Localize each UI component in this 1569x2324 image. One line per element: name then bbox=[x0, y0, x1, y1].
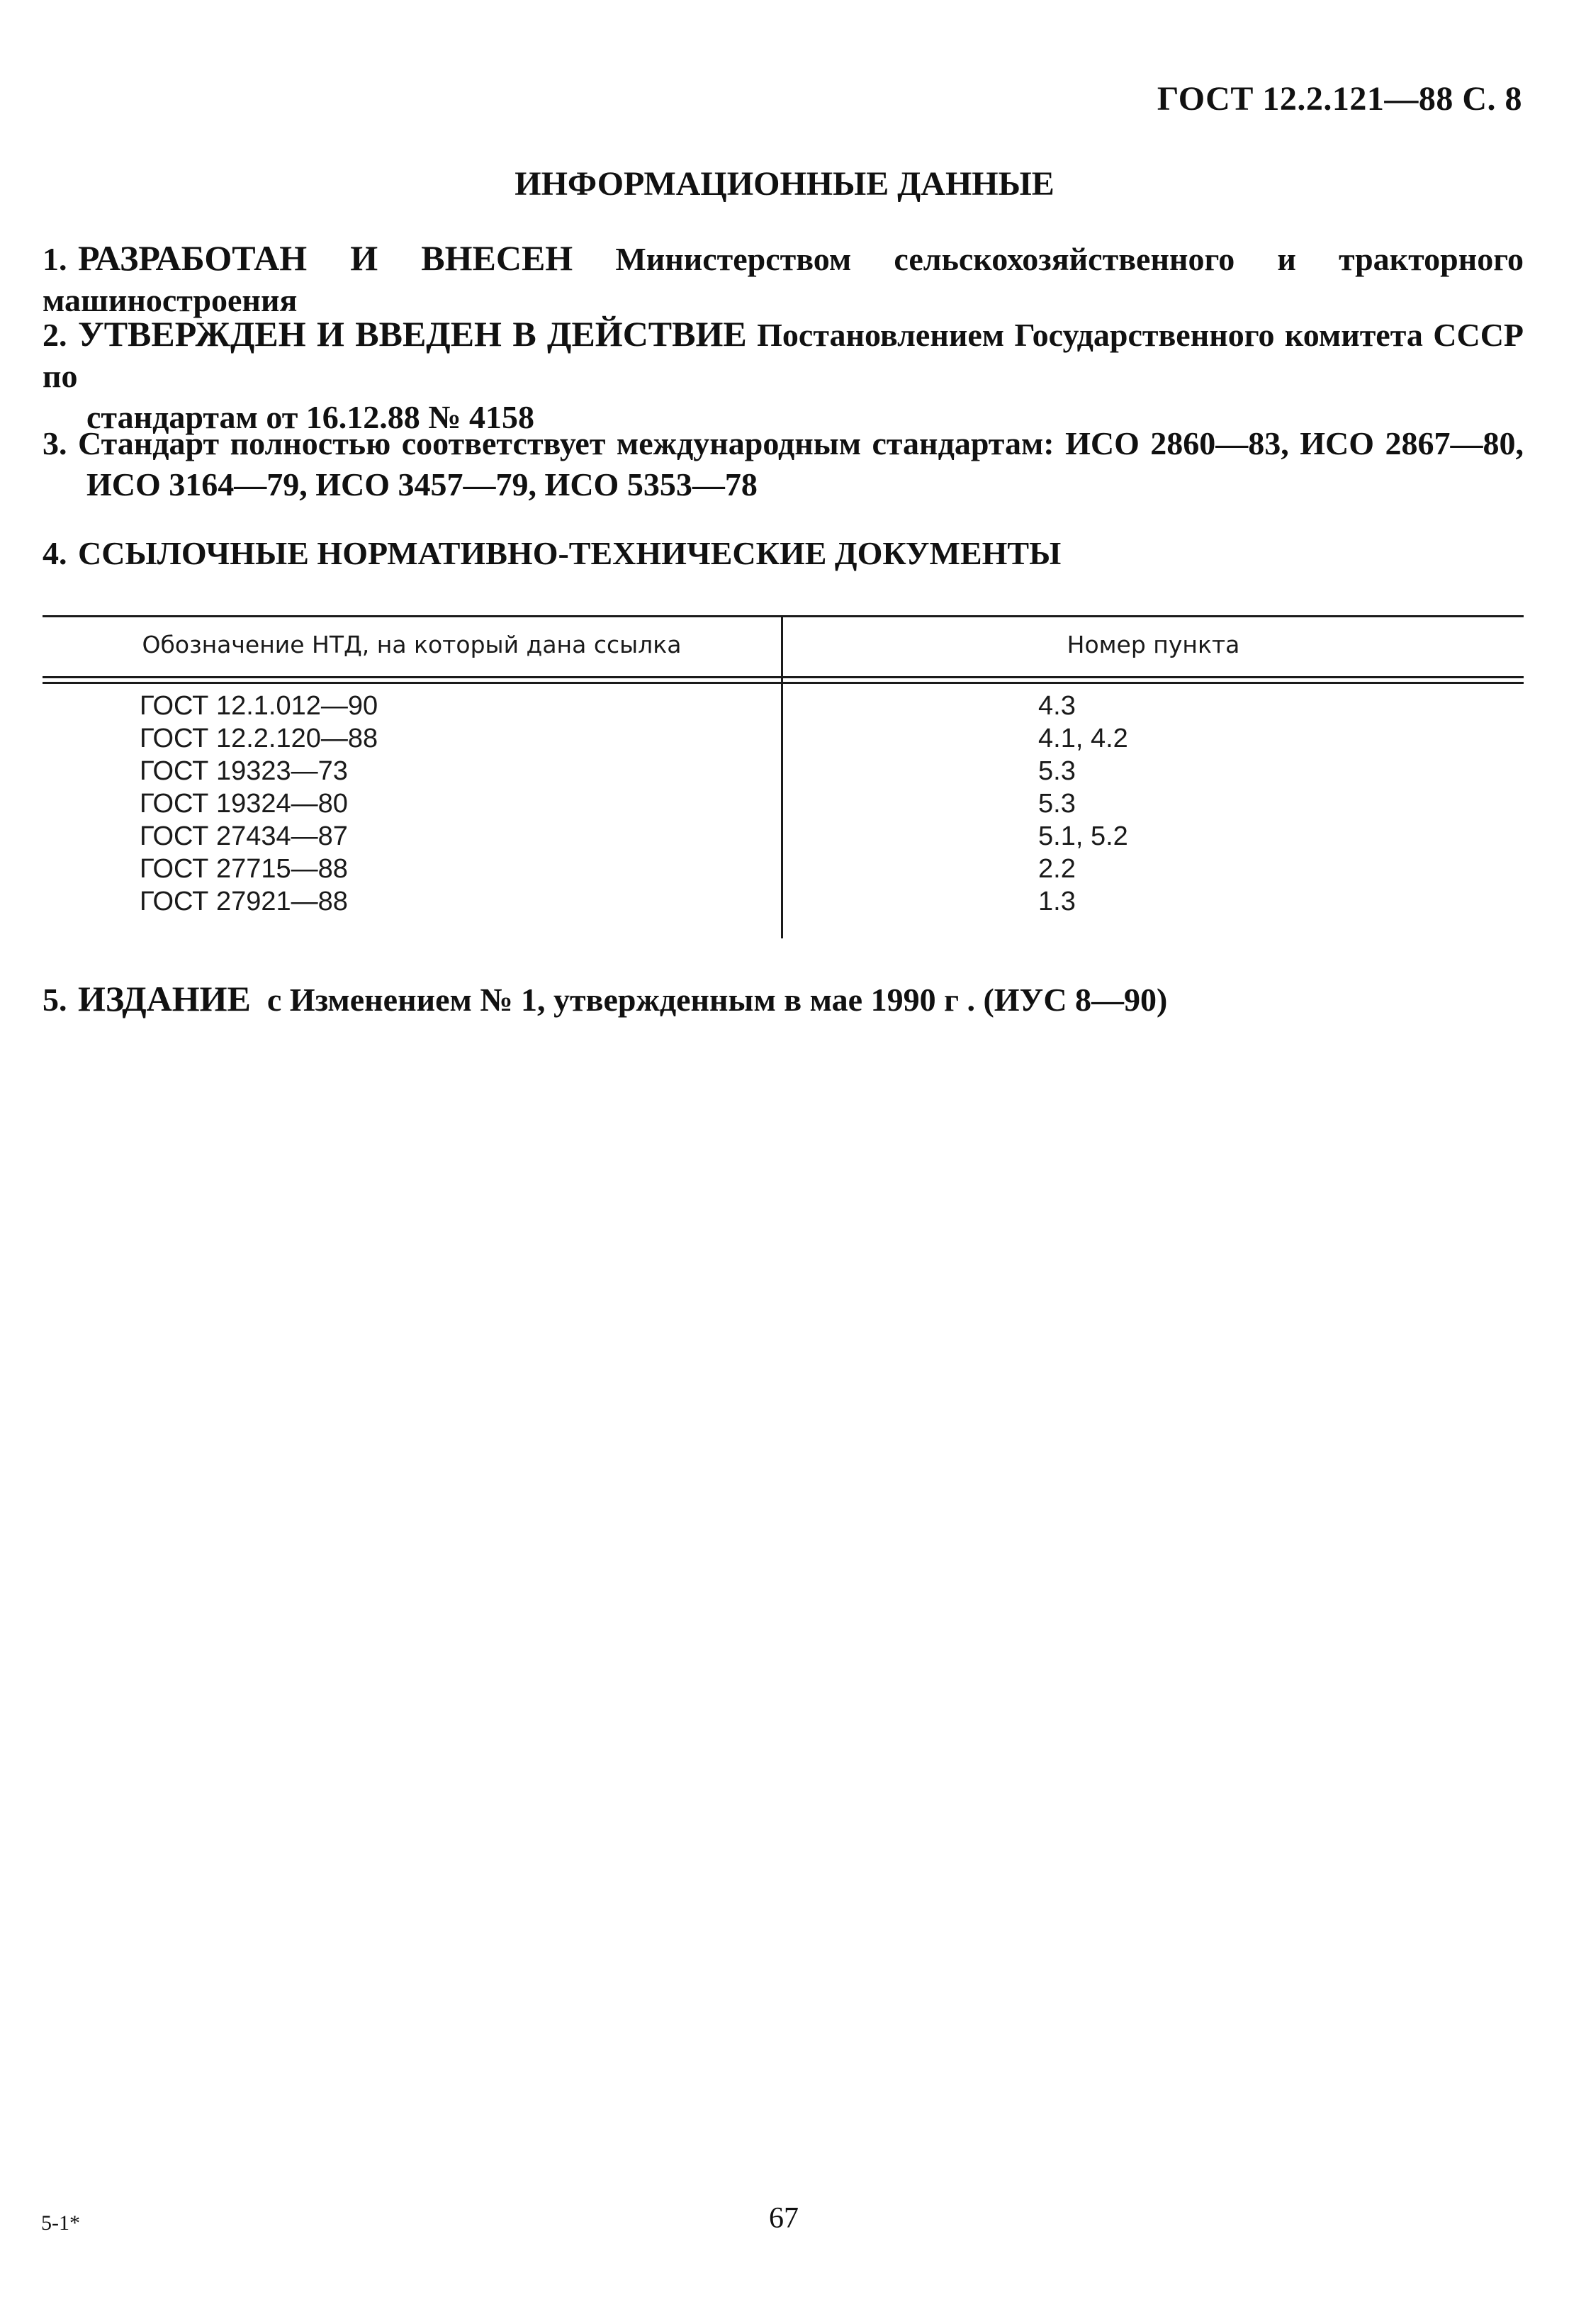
table-cell-clause: 5.3 bbox=[1038, 756, 1076, 786]
document-designation: ГОСТ 12.2.121—88 С. 8 bbox=[1157, 80, 1522, 118]
table-cell-clause: 1.3 bbox=[1038, 887, 1076, 916]
item-line bbox=[43, 533, 1524, 574]
table-cell-reference: ГОСТ 19323—73 bbox=[140, 756, 348, 786]
table-cell-clause: 5.1, 5.2 bbox=[1038, 821, 1128, 851]
table-header-rule bbox=[43, 676, 1524, 678]
item-lead: УТВЕРЖДЕН И ВВЕДЕН В ДЕЙСТВИЕ bbox=[78, 314, 747, 354]
item-line bbox=[43, 313, 1524, 397]
item-continuation: ИСО 3164—79, ИСО 3457—79, ИСО 5353—78 bbox=[86, 466, 758, 503]
table-cell-reference: ГОСТ 27921—88 bbox=[140, 887, 348, 916]
item-line bbox=[43, 237, 1524, 321]
item-lead: РАЗРАБОТАН И ВНЕСЕН bbox=[78, 238, 573, 278]
table-cell-reference: ГОСТ 27715—88 bbox=[140, 854, 348, 884]
table-cell-reference: ГОСТ 19324—80 bbox=[140, 789, 348, 819]
table-row bbox=[43, 722, 1524, 755]
table-cell-reference: ГОСТ 12.2.120—88 bbox=[140, 724, 378, 753]
item-number: 5. bbox=[43, 982, 67, 1018]
table-row bbox=[43, 820, 1524, 853]
page-number: 67 bbox=[769, 2202, 799, 2235]
item-number: 2. bbox=[43, 317, 67, 353]
table-cell-clause: 4.1, 4.2 bbox=[1038, 724, 1128, 753]
table-header-reference: Обозначение НТД, на который дана ссылка bbox=[142, 631, 682, 658]
item-text: с Изменением № 1, утвержденным в мае 1990 г . (ИУС 8—90) bbox=[266, 982, 1168, 1018]
table-top-rule bbox=[43, 615, 1524, 617]
table-header-clause: Номер пункта bbox=[1067, 631, 1240, 658]
table-cell-clause: 4.3 bbox=[1038, 691, 1076, 721]
item-line bbox=[43, 978, 1524, 1021]
item-lead: ССЫЛОЧНЫЕ НОРМАТИВНО-ТЕХНИЧЕСКИЕ ДОКУМЕНТЫ bbox=[78, 535, 1062, 571]
sheet-mark: 5-1* bbox=[41, 2211, 80, 2235]
table-row bbox=[43, 853, 1524, 885]
table-body bbox=[43, 690, 1524, 918]
item-number: 4. bbox=[43, 535, 67, 571]
table-row bbox=[43, 787, 1524, 820]
item-number: 1. bbox=[43, 241, 67, 277]
table-cell-reference: ГОСТ 12.1.012—90 bbox=[140, 691, 378, 721]
item-line bbox=[43, 423, 1524, 464]
item-number: 3. bbox=[43, 425, 67, 461]
item-developed-by bbox=[43, 237, 1524, 321]
section-title: ИНФОРМАЦИОННЫЕ ДАННЫЕ bbox=[514, 165, 1055, 203]
table-header-rule-second bbox=[43, 682, 1524, 684]
item-approved bbox=[43, 313, 1524, 438]
table-cell-reference: ГОСТ 27434—87 bbox=[140, 821, 348, 851]
table-row bbox=[43, 755, 1524, 787]
table-row bbox=[43, 885, 1524, 918]
item-reference-documents bbox=[43, 533, 1524, 574]
table-cell-clause: 2.2 bbox=[1038, 854, 1076, 884]
item-text: Стандарт полностью соответствует международным стандартам: ИСО 2860—83, ИСО 2867—80, bbox=[78, 425, 1524, 461]
item-text: Постановлением Государственного комитета СССР по bbox=[43, 317, 1524, 394]
table-cell-clause: 5.3 bbox=[1038, 789, 1076, 819]
item-text: Министерством сельскохозяйственного и тракторного машиностроения bbox=[43, 241, 1524, 318]
item-continuation: стандартам от 16.12.88 № 4158 bbox=[86, 399, 535, 435]
item-edition bbox=[43, 978, 1524, 1021]
table-row bbox=[43, 690, 1524, 722]
item-lead: ИЗДАНИЕ bbox=[78, 979, 251, 1018]
reference-documents-table bbox=[43, 615, 1524, 941]
item-conformity bbox=[43, 423, 1524, 505]
